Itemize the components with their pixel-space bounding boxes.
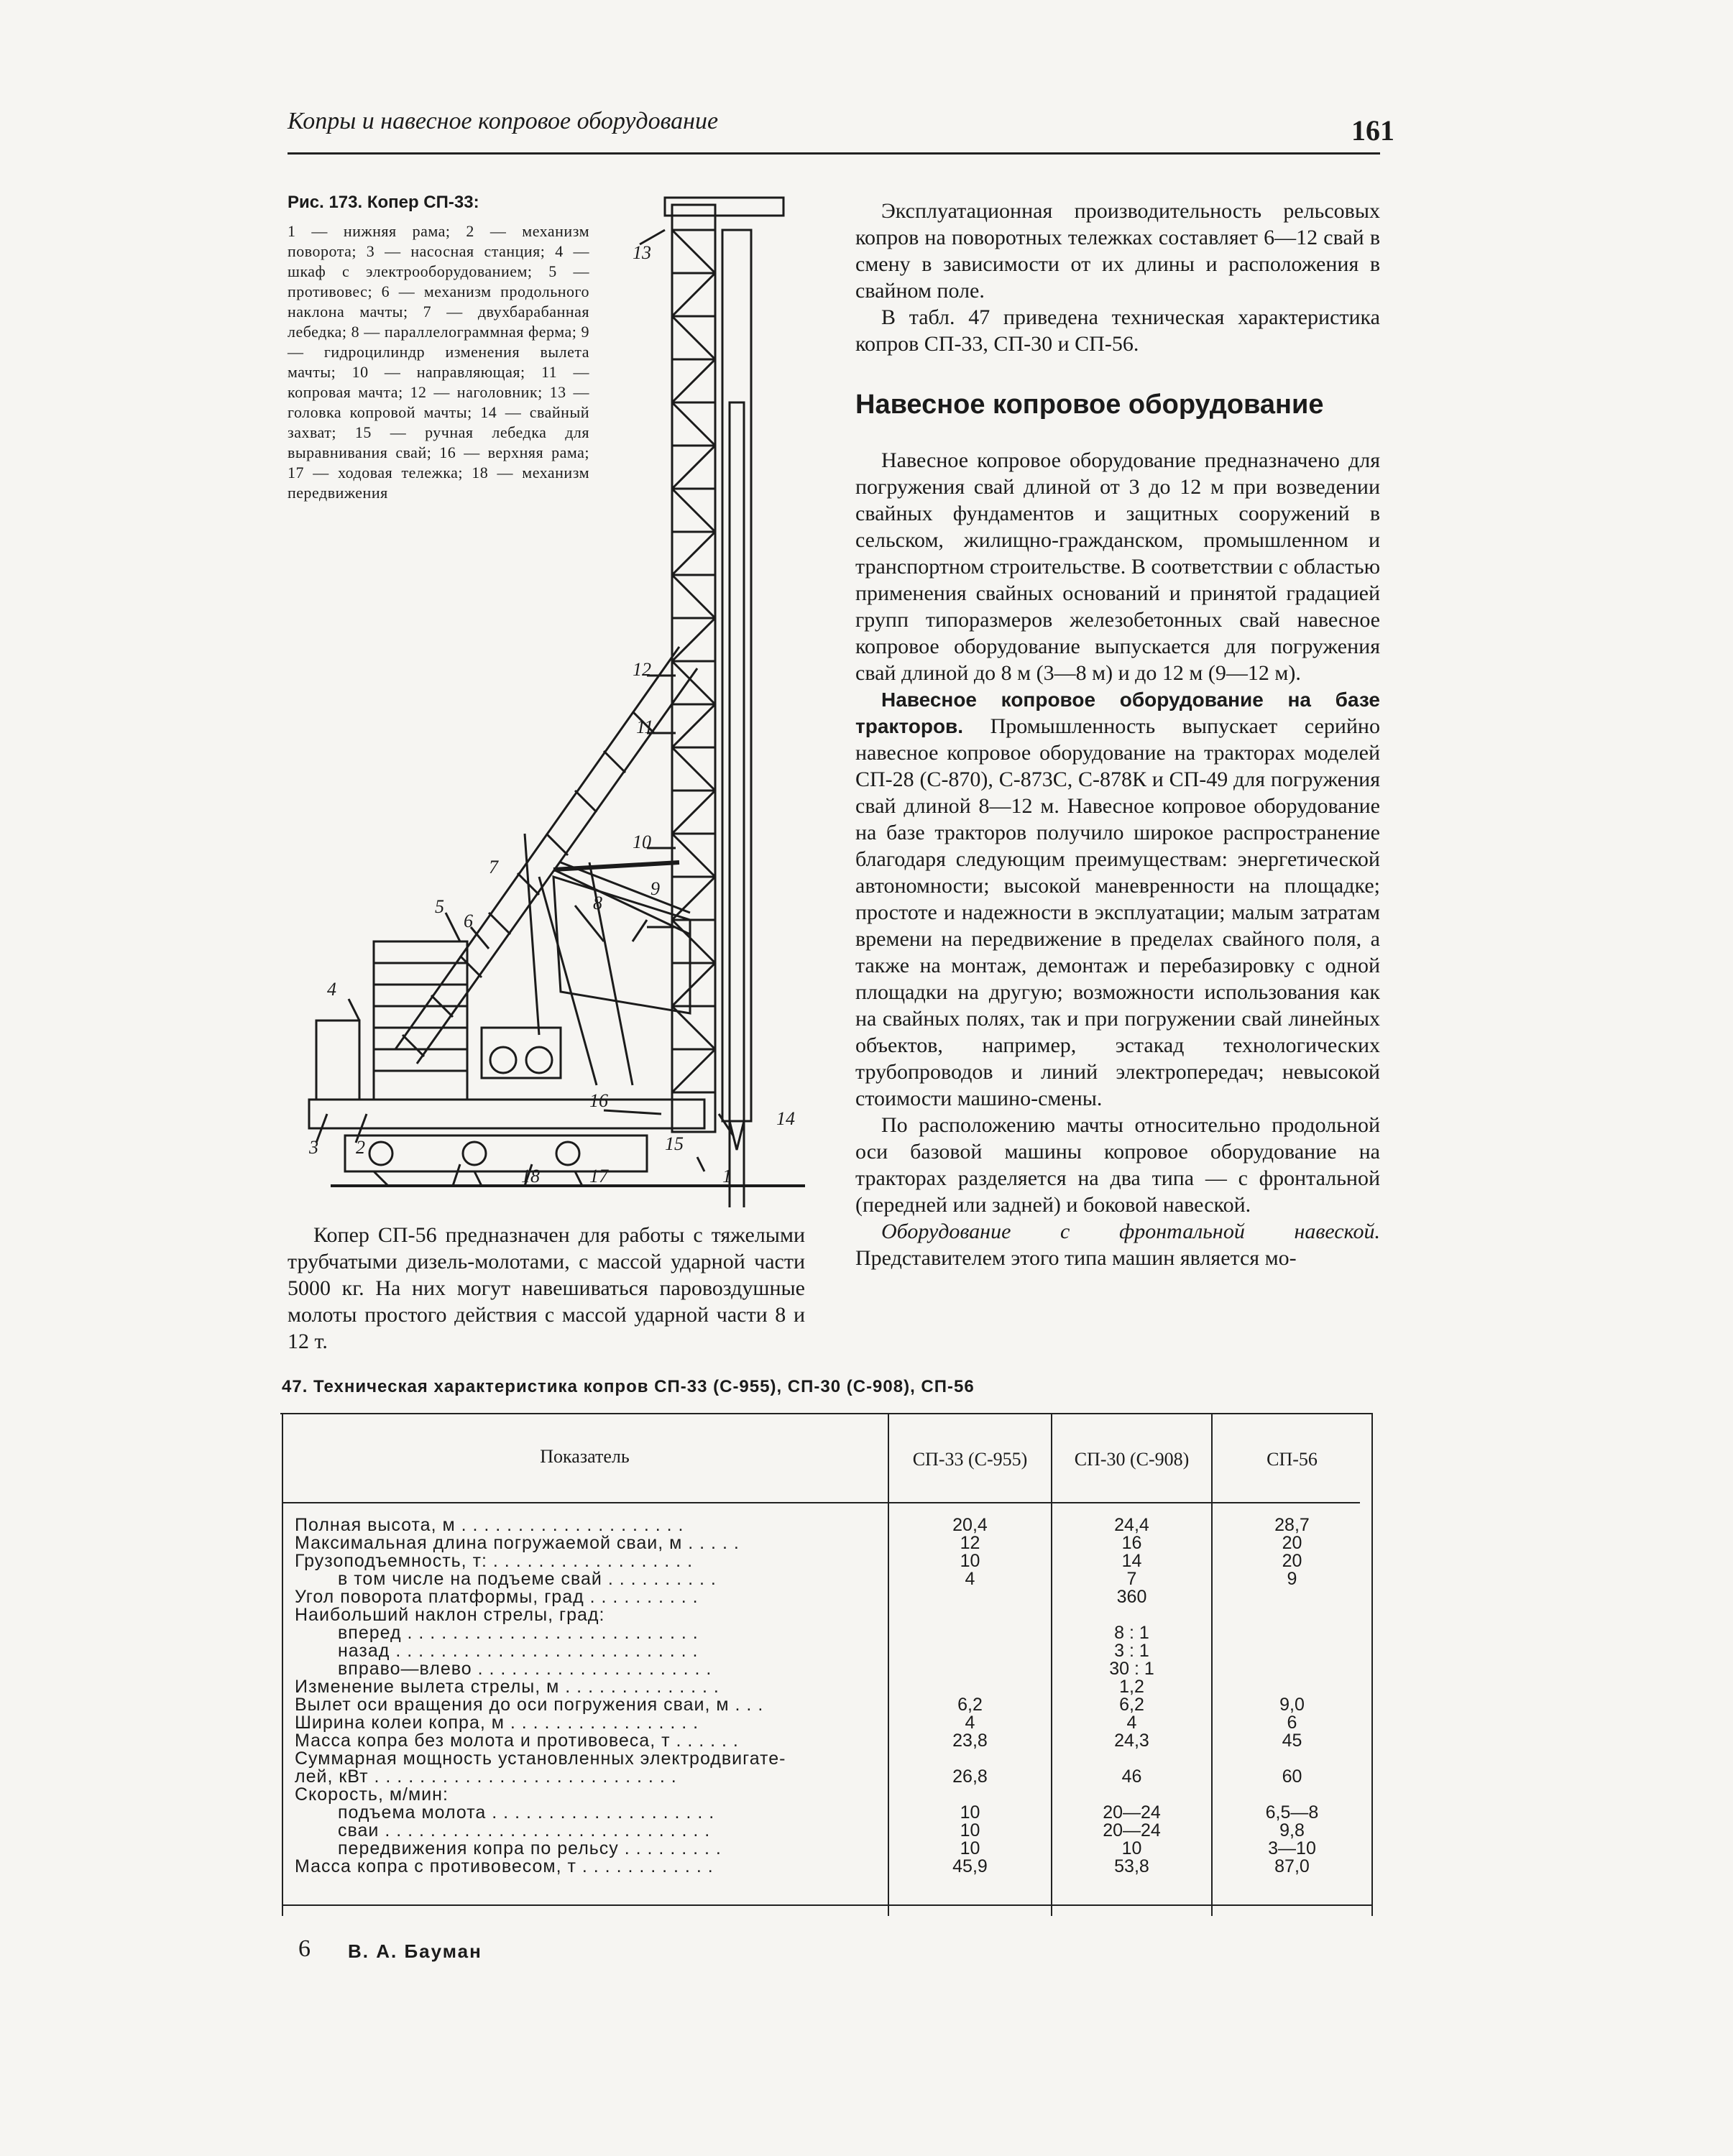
cell <box>889 1678 1051 1696</box>
table-header-rule <box>282 1502 1360 1503</box>
callout-5: 5 <box>435 896 444 917</box>
cell <box>1213 1588 1371 1606</box>
cell: 9 <box>1287 1569 1297 1589</box>
table-right-border <box>1371 1413 1373 1916</box>
callout-6: 6 <box>464 911 473 931</box>
cell <box>1052 1786 1211 1804</box>
callout-2: 2 <box>356 1137 365 1158</box>
cell: 12 <box>960 1533 980 1553</box>
pile <box>730 402 744 1207</box>
callout-7: 7 <box>489 857 498 877</box>
callout-16: 16 <box>589 1090 608 1111</box>
cell <box>889 1660 1051 1678</box>
table-column-sp56 <box>1213 1516 1371 1876</box>
cell: 3—10 <box>1268 1838 1316 1858</box>
row-label: Ширина колеи копра, м . . . . . . . . . . . . . . . . . <box>295 1714 699 1732</box>
cell: 1,2 <box>1119 1677 1144 1697</box>
cell: 360 <box>1116 1587 1147 1607</box>
row-label: передвижения копра по рельсу . . . . . . . . . <box>338 1840 722 1858</box>
callout-10: 10 <box>633 831 651 852</box>
cell: 28,7 <box>1274 1515 1310 1535</box>
cell: 6,2 <box>957 1695 983 1715</box>
callout-15: 15 <box>665 1133 684 1154</box>
cell <box>1213 1786 1371 1804</box>
pile-driver-drawing <box>288 187 834 1207</box>
mast-head <box>665 198 783 216</box>
row-label: сваи . . . . . . . . . . . . . . . . . . . . . . . . . . . . . <box>338 1822 711 1840</box>
cell: 6,5—8 <box>1265 1802 1319 1823</box>
table-title: 47. Техническая характеристика копров СП-33 (С-955), СП-30 (С-908), СП-56 <box>282 1377 975 1396</box>
cell: 24,4 <box>1114 1515 1149 1535</box>
row-label: лей, кВт . . . . . . . . . . . . . . . . . . . . . . . . . . . <box>295 1768 677 1786</box>
table-bottom-rule <box>282 1904 1373 1906</box>
cell: 7 <box>1126 1569 1137 1589</box>
cell: 10 <box>1121 1838 1142 1858</box>
row-label: Угол поворота платформы, град . . . . . . . . . . <box>295 1588 699 1606</box>
callout-1: 1 <box>722 1166 732 1187</box>
cell: 14 <box>1121 1551 1142 1571</box>
cell: 10 <box>960 1551 980 1571</box>
paragraph-productivity: Эксплуатационная производительность рельсовых копров на поворотных тележках составляет 6—12 свай в смену в зависимости от их длины и расположения в свайном поле. <box>855 199 1380 303</box>
counterweight <box>374 941 467 1100</box>
row-label: вперед . . . . . . . . . . . . . . . . . . . . . . . . . . <box>338 1624 699 1642</box>
cell <box>1052 1750 1211 1768</box>
table-header-sp56: СП-56 <box>1267 1449 1318 1470</box>
cell: 6 <box>1287 1713 1297 1733</box>
cell: 24,3 <box>1114 1731 1149 1751</box>
cell <box>1213 1606 1371 1624</box>
row-label: Наибольший наклон стрелы, град: <box>295 1606 605 1624</box>
cell: 10 <box>960 1802 980 1823</box>
cell: 10 <box>960 1838 980 1858</box>
pile-guide <box>722 230 751 1121</box>
table-header-param: Показатель <box>540 1446 630 1467</box>
paragraph-sp56: Копер СП-56 предназначен для работы с тяжелыми трубчатыми дизель-молотами, с массой ударной части 5000 кг. На них могут навешиваться паровоздушные молоты простого действия с массой ударной части 8 и 12 т. <box>288 1223 805 1353</box>
cell: 3 : 1 <box>1114 1641 1149 1661</box>
row-label: Скорость, м/мин: <box>295 1786 449 1804</box>
table-column-sp33 <box>889 1516 1051 1876</box>
row-label: Вылет оси вращения до оси погружения сваи, м . . . <box>295 1696 764 1714</box>
cell: 4 <box>965 1569 975 1589</box>
right-column-text <box>855 198 1380 1271</box>
cell <box>1213 1660 1371 1678</box>
cell: 60 <box>1282 1766 1302 1787</box>
cell <box>1213 1624 1371 1642</box>
cell: 20,4 <box>952 1515 988 1535</box>
row-label: вправо—влево . . . . . . . . . . . . . . . . . . . . . <box>338 1660 712 1678</box>
cell: 9,8 <box>1279 1820 1305 1841</box>
table-top-rule <box>280 1413 1373 1414</box>
callout-18: 18 <box>521 1166 540 1187</box>
cell: 30 : 1 <box>1109 1659 1154 1679</box>
cell: 23,8 <box>952 1731 988 1751</box>
paragraph-mast-types: По расположению мачты относительно продольной оси базовой машины копровое оборудование на тракторах разделяется на два типа — с фронтальной (передней или задней) и боковой навеской. <box>855 1113 1380 1217</box>
header-rule <box>288 152 1380 155</box>
cell: 53,8 <box>1114 1856 1149 1876</box>
electrical-cabinet <box>316 1021 359 1100</box>
cell <box>889 1624 1051 1642</box>
cell: 10 <box>960 1820 980 1841</box>
row-label: в том числе на подъеме свай . . . . . . . . . . <box>338 1570 717 1588</box>
section-heading: Навесное копровое оборудование <box>855 390 1324 420</box>
cell <box>889 1642 1051 1660</box>
row-label: Максимальная длина погружаемой сваи, м . . . . . <box>295 1534 740 1552</box>
callout-13: 13 <box>633 242 651 263</box>
cell <box>1213 1642 1371 1660</box>
figure-caption-title: Рис. 173. Копер СП-33: <box>288 193 479 212</box>
callout-8: 8 <box>593 893 602 913</box>
run-in-heading-frontal: Оборудование с фронтальной навеской. <box>881 1220 1380 1243</box>
author-name: В. А. Бауман <box>348 1940 482 1962</box>
row-label: Грузоподъемность, т: . . . . . . . . . . . . . . . . . . <box>295 1552 694 1570</box>
running-header-title: Копры и навесное копровое оборудование <box>288 108 719 134</box>
figure-caption-legend: 1 — нижняя рама; 2 — механизм поворота; 3 — насосная станция; 4 — шкаф с электрооборудованием; 5 — противовес; 6 — механизм продольного наклона мачты; 7 — двухбарабанная лебедка; 8 — параллелограммная ферма; 9 — гидроцилиндр изменения вылета мачты; 10 — направляющая; 11 — копровая мачта; 12 — наголовник; 13 — головка копровой мачты; 14 — свайный захват; 15 — ручная лебедка для выравнивания свай; 16 — верхняя рама; 17 — ходовая тележка; 18 — механизм передвижения <box>288 222 589 502</box>
cell: 4 <box>965 1713 975 1733</box>
cell: 4 <box>1126 1713 1137 1733</box>
cell <box>1213 1750 1371 1768</box>
cell <box>889 1606 1051 1624</box>
callout-11: 11 <box>636 717 654 737</box>
cell: 20 <box>1282 1533 1302 1553</box>
callout-3: 3 <box>309 1137 318 1158</box>
table-row-labels <box>295 1516 884 1876</box>
table-header-sp30: СП-30 (С-908) <box>1074 1449 1190 1470</box>
row-label: Масса копра с противовесом, т . . . . . . . . . . . . <box>295 1858 714 1876</box>
cell <box>1052 1606 1211 1624</box>
callout-9: 9 <box>651 878 660 899</box>
paragraph-tractors <box>855 686 1380 1112</box>
paragraph-purpose: Навесное копровое оборудование предназначено для погружения свай длиной от 3 до 12 м при возведении свайных фундаментов и защитных сооружений в сельском, жилищно-гражданском, промышленном и транспортном строительстве. В соответствии с областью применения свайных оснований и принятой градацией групп типоразмеров железобетонных свай навесное копровое оборудование выпускается для погружения свай длиной до 8 м (3—8 м) и до 12 м (9—12 м). <box>855 448 1380 685</box>
cell: 20 <box>1282 1551 1302 1571</box>
table-header-sp33: СП-33 (С-955) <box>912 1449 1028 1470</box>
cell: 45 <box>1282 1731 1302 1751</box>
cell: 20—24 <box>1103 1820 1161 1841</box>
run-in-heading-tractors: Навесное копровое оборудование на базе тракторов. <box>855 688 1380 737</box>
cell: 26,8 <box>952 1766 988 1787</box>
callout-4: 4 <box>327 979 336 1000</box>
cell: 8 : 1 <box>1114 1623 1149 1643</box>
row-label: Масса копра без молота и противовеса, т . . . . . . <box>295 1732 739 1750</box>
signature-number: 6 <box>298 1935 311 1962</box>
table-column-sp30 <box>1052 1516 1211 1876</box>
callout-14: 14 <box>776 1108 795 1129</box>
row-label: подъема молота . . . . . . . . . . . . . . . . . . . . <box>338 1804 715 1822</box>
paragraph-table-reference: В табл. 47 приведена техническая характеристика копров СП-33, СП-30 и СП-56. <box>855 305 1380 356</box>
row-label: Изменение вылета стрелы, м . . . . . . . . . . . . . . <box>295 1678 720 1696</box>
cell: 87,0 <box>1274 1856 1310 1876</box>
cell: 20—24 <box>1103 1802 1161 1823</box>
table-left-border <box>282 1413 283 1916</box>
callout-12: 12 <box>633 659 651 680</box>
row-label: Полная высота, м . . . . . . . . . . . . . . . . . . . . <box>295 1516 684 1534</box>
cell: 16 <box>1121 1533 1142 1553</box>
cell <box>889 1786 1051 1804</box>
paragraph-tractors-body: Промышленность выпускает серийно навесное копровое оборудование на тракторах моделей СП-28 (С-870), С-873С, С-878К и СП-49 для погружения свай длиной 8—12 м. Навесное копровое оборудование на базе тракторов получило широкое распространение благодаря следующим преимуществам: энергетической автономности; высокой маневренности на площадке; простоте и надежности в эксплуатации; малым затратам времени на передвижение в пределах свайного поля, а также на монтаж, демонтаж и перебазировку с одной площадки на другую; возможности использования как на свайных полях, так и при погружении свай линейных объектов, например, эстакад технологических трубопроводов и линий электропередач; невысокой стоимости машино-смены. <box>855 714 1380 1110</box>
cell: 45,9 <box>952 1856 988 1876</box>
cell <box>1213 1678 1371 1696</box>
row-label: Суммарная мощность установленных электродвигате- <box>295 1750 786 1768</box>
cell: 6,2 <box>1119 1695 1144 1715</box>
cell <box>889 1750 1051 1768</box>
cell: 46 <box>1121 1766 1142 1787</box>
page-number: 161 <box>1351 114 1394 147</box>
paragraph-frontal <box>855 1218 1380 1271</box>
paragraph-frontal-body: Представителем этого типа машин является мо- <box>855 1246 1297 1270</box>
callout-17: 17 <box>589 1166 608 1187</box>
boom <box>395 647 697 1064</box>
cell <box>889 1588 1051 1606</box>
row-label: назад . . . . . . . . . . . . . . . . . . . . . . . . . . . <box>338 1642 699 1660</box>
cell: 9,0 <box>1279 1695 1305 1715</box>
